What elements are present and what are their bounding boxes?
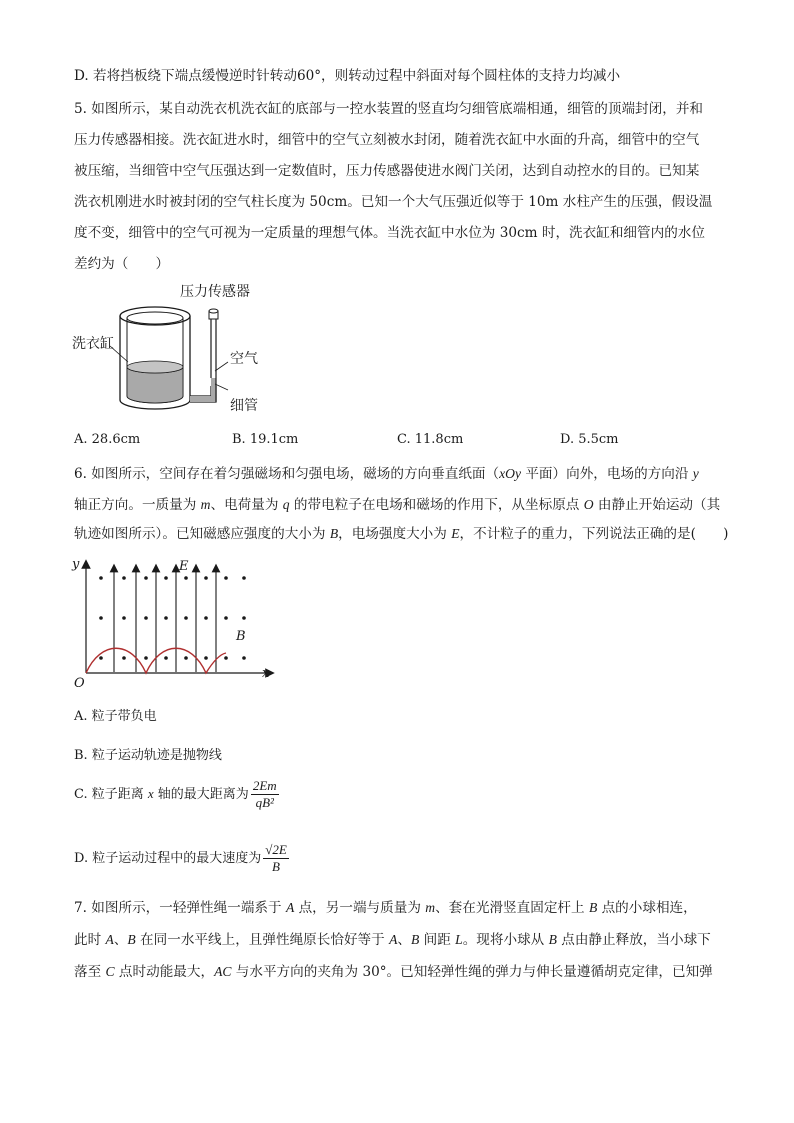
q6-option-a: A. 粒子带负电 <box>74 709 157 724</box>
q5-line-5: 度不变，细管中的空气可视为一定质量的理想气体。当洗衣缸中水位为 30cm 时，洗衣缸和细管内的水位 <box>74 225 705 241</box>
magnetic-field-dots <box>99 576 246 660</box>
y-axis-label: y <box>72 557 80 572</box>
q6-option-b: B. 粒子运动轨迹是抛物线 <box>74 748 222 763</box>
q5-line-6: 差约为（ ） <box>74 256 170 272</box>
x-axis-label: x <box>262 666 270 681</box>
q5-option-a: A. 28.6cm <box>74 432 141 447</box>
q6-option-d: D. 粒子运动过程中的最大速度为 $\frac{√2E}{B}$ <box>74 842 287 874</box>
b-field-label: B <box>236 629 246 644</box>
q6-line-3: 轨迹如图所示）。已知磁感应强度的大小为 B，电场强度大小为 E，不计粒子的重力，下列说法正确的是( ) <box>74 526 729 542</box>
e-field-label: E <box>179 559 189 574</box>
q5-line-2: 压力传感器相接。洗衣缸进水时，细管中的空气立刻被水封闭，随着洗衣缸中水面的升高，细管中的空气 <box>74 132 700 148</box>
electric-field-lines <box>114 568 216 672</box>
origin-label: O <box>74 676 85 690</box>
q7-line-1: 7. 如图所示，一轻弹性绳一端系于 A 点，另一端与质量为 m、套在光滑竖直固定杆上 B 点的小球相连， <box>74 900 697 916</box>
q5-option-d: D. 5.5cm <box>560 432 619 447</box>
tube-label: 细管 <box>230 398 258 414</box>
q5-line-4: 洗衣机刚进水时被封闭的空气柱长度为 50cm。已知一个大气压强近似等于 10m 水柱产生的压强，假设温 <box>74 194 713 210</box>
q7-line-2: 此时 A、B 在同一水平线上，且弹性绳原长恰好等于 A、B 间距 L。现将小球从 B 点由静止释放，当小球下 <box>74 932 711 948</box>
q5-option-b: B. 19.1cm <box>232 432 299 447</box>
tank-label: 洗衣缸 <box>72 336 114 352</box>
q6-line-1: 6. 如图所示，空间存在着匀强磁场和匀强电场，磁场的方向垂直纸面（xOy 平面）向外，电场的方向沿 y <box>74 466 699 482</box>
q6-d-fraction: $\frac{√2E}{B}$ <box>265 842 287 874</box>
q5-line-3: 被压缩，当细管中空气压强达到一定数值时，压力传感器使进水阀门关闭，达到自动控水的目的。已知某 <box>74 163 700 179</box>
air-label: 空气 <box>230 351 258 367</box>
q6-option-c: C. 粒子距离 x 轴的最大距离为 $\frac{2Em}{\text{qB²}}$ <box>74 778 277 810</box>
q5-line-1: 5. 如图所示，某自动洗衣机洗衣缸的底部与一控水装置的竖直均匀细管底端相通，细管的顶端封闭，并和 <box>74 101 704 117</box>
q5-washing-machine-figure <box>70 278 280 423</box>
q6-c-fraction: $\frac{2Em}{\text{qB²}}$ <box>252 778 277 810</box>
q6-line-2: 轴正方向。一质量为 m、电荷量为 q 的带电粒子在电场和磁场的作用下，从坐标原点 O 由静止开始运动（其 <box>74 497 721 513</box>
q4-option-d: D. 若将挡板绕下端点缓慢逆时针转动60°，则转动过程中斜面对每个圆柱体的支持力均减小 <box>74 68 621 84</box>
q7-line-3: 落至 C 点时动能最大，AC 与水平方向的夹角为 30°。已知轻弹性绳的弹力与伸长量遵循胡克定律，已知弹 <box>74 964 713 980</box>
sensor-label: 压力传感器 <box>180 284 250 300</box>
q5-option-c: C. 11.8cm <box>397 432 464 447</box>
q6-field-figure <box>66 550 281 690</box>
